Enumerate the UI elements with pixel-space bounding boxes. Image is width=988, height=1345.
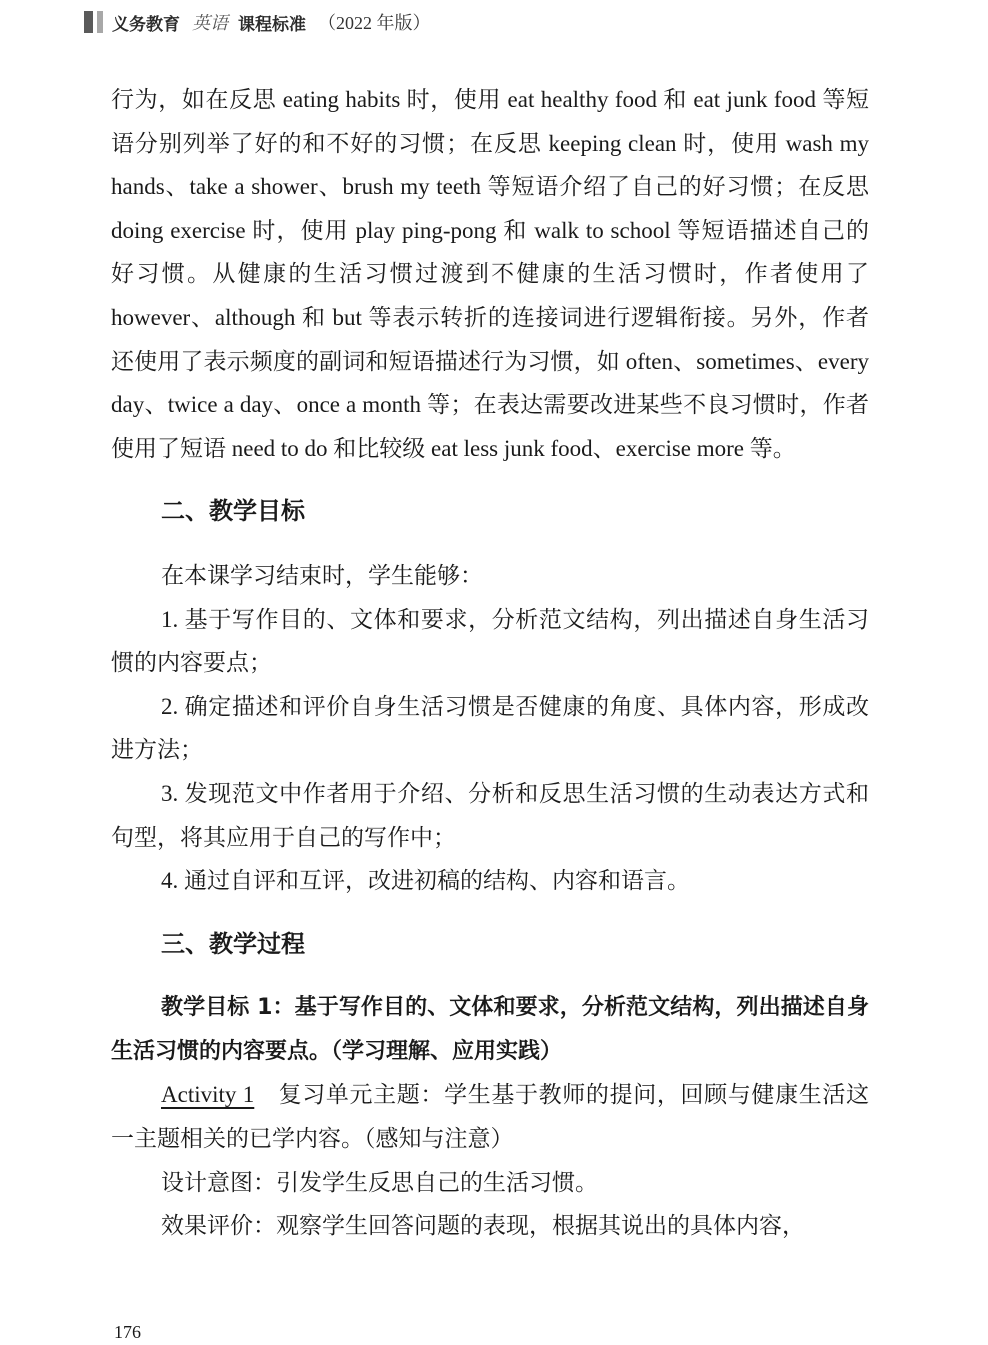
header-title-part3: 课程标准 <box>238 14 306 35</box>
activity-1-text: 复习单元主题：学生基于教师的提问，回顾与健康生活这一主题相关的已学内容。（感知与注意） <box>111 1082 869 1152</box>
header-title-edition: （2022 年版） <box>318 13 431 33</box>
header-bar-light <box>97 11 103 33</box>
header-title-subject: 英语 <box>192 13 228 33</box>
goal-item-4: 4. 通过自评和互评，改进初稿的结构、内容和语言。 <box>161 868 690 894</box>
teaching-goal-1: 教学目标 1：基于写作目的、文体和要求，分析范文结构，列出描述自身生活习惯的内容要点。（学习理解、应用实践） <box>111 995 869 1064</box>
goal-item-1: 1. 基于写作目的、文体和要求，分析范文结构，列出描述自身生活习惯的内容要点； <box>111 606 869 676</box>
activity-1-paragraph <box>111 1073 869 1160</box>
section-heading-teaching-process: 三、教学过程 <box>161 929 305 958</box>
goal-item-3: 3. 发现范文中作者用于介绍、分析和反思生活习惯的生动表达方式和句型，将其应用于自己的写作中； <box>111 780 869 850</box>
goals-lead: 在本课学习结束时，学生能够： <box>161 562 483 588</box>
intro-paragraph: 行为，如在反思 eating habits 时，使用 eat healthy food 和 eat junk food 等短语分别列举了好的和不好的习惯；在反思 keeping clean 时，使用 wash my hands、take a shower、brush my teeth 等短语介绍了自己的好习惯；在反思 doing exercise 时，使用 play ping-pong 和 walk to school 等短语描述自己的好习惯。从健康的生活习惯过渡到不健康的生活习惯时，作者使用了 however、although 和 but 等表示转折的连接词进行逻辑衔接。另外，作者还使用了表示频度的副词和短语描述行为习惯，如 often、sometimes、every day、twice a day、once a month 等；在表达需要改进某些不良习惯时，作者使用了短语 need to do 和比较级 eat less junk food、exercise more 等。 <box>111 87 869 461</box>
page-number: 176 <box>114 1322 141 1342</box>
goal-item-2: 2. 确定描述和评价自身生活习惯是否健康的角度、具体内容，形成改进方法； <box>111 693 869 763</box>
design-intent: 设计意图：引发学生反思自己的生活习惯。 <box>161 1169 598 1195</box>
header-title-part1: 义务教育 <box>112 14 180 35</box>
section-heading-teaching-goals: 二、教学目标 <box>161 497 305 526</box>
evaluation: 效果评价：观察学生回答问题的表现，根据其说出的具体内容， <box>161 1213 805 1239</box>
activity-1-label: Activity 1 <box>161 1082 255 1108</box>
page-body <box>111 78 869 1248</box>
running-header <box>84 8 431 36</box>
header-bar-dark <box>84 11 93 33</box>
